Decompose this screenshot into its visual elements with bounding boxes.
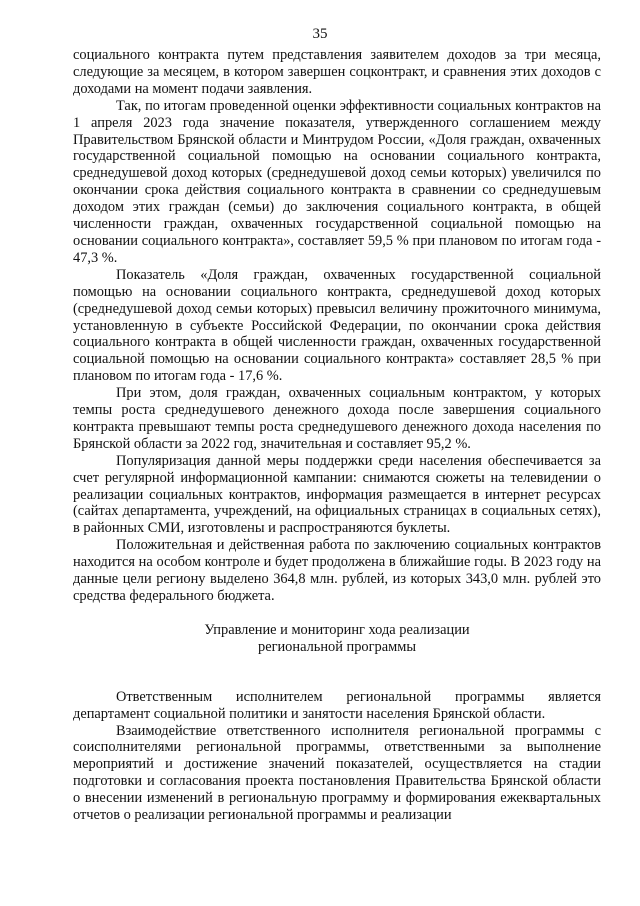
section-heading <box>73 622 601 656</box>
paragraph: Показатель «Доля граждан, охваченных государственной социальной помощью на основании социального контракта, среднедушевой доход которых (среднедушевой доход семьи которых) превысил величину прожиточного минимума, установленную в субъекте Российской Федерации, по окончании срока действия социального контракта в общей численности граждан, охваченных государственной социальной помощью на основании социального контракта» составляет 28,5 % при плановом по итогам года - 17,6 %. <box>73 266 601 385</box>
document-body <box>73 47 601 824</box>
paragraph: социального контракта путем представления заявителем доходов за три месяца, следующие за месяцем, в котором завершен соцконтракт, и сравнения этих доходов с доходами на момент подачи заявления. <box>73 47 601 97</box>
paragraph: Ответственным исполнителем региональной программы является департамент социальной политики и занятости населения Брянской области. <box>73 688 601 722</box>
section-heading-line-2: региональной программы <box>258 638 416 655</box>
paragraph: При этом, доля граждан, охваченных социальным контрактом, у которых темпы роста среднедушевого денежного дохода после завершения социального контракта превышают темпы роста среднедушевого денежного дохода населения по Брянской области за 2022 год, значительная и составляет 95,2 %. <box>73 385 601 452</box>
paragraph: Взаимодействие ответственного исполнителя региональной программы с соисполнителями региональной программы, ответственными за выполнение мероприятий и достижение значений показателей, осуществляется на стадии подготовки и согласования проекта постановления Правительства Брянской области о внесении изменений в региональную программу и формирования ежеквартальных отчетов о реализации региональной программы и реализации <box>73 722 601 824</box>
section-heading-line-1: Управление и мониторинг хода реализации <box>204 621 470 638</box>
paragraph: Положительная и действенная работа по заключению социальных контрактов находится на особом контроле и будет продолжена в ближайшие годы. В 2023 году на данные цели региону выделено 364,8 млн. рублей, из которых 343,0 млн. рублей это средства федерального бюджета. <box>73 537 601 604</box>
page-number: 35 <box>312 26 328 42</box>
paragraph: Так, по итогам проведенной оценки эффективности социальных контрактов на 1 апреля 2023 года значение показателя, утвержденного соглашением между Правительством Брянской области и Минтрудом России, «Доля граждан, охваченных государственной социальной помощью на основании социального контракта, среднедушевой доход которых (среднедушевой доход семьи которых) увеличился по окончании срока действия социального контракта в сравнении со среднедушевым доходом этих граждан (семьи) до заключения социального контракта, в общей численности граждан, охваченных государственной социальной помощью на основании социального контракта», составляет 59,5 % при плановом по итогам года - 47,3 %. <box>73 97 601 266</box>
section-spacer <box>73 656 601 689</box>
paragraph: Популяризация данной меры поддержки среди населения обеспечивается за счет регулярной информационной кампании: снимаются сюжеты на телевидении о реализации социальных контрактов, информация размещается в интернет ресурсах (сайтах департамента, учреждений, на официальных страницах в социальных сетях), в районных СМИ, изготовлены и распространяются буклеты. <box>73 452 601 537</box>
